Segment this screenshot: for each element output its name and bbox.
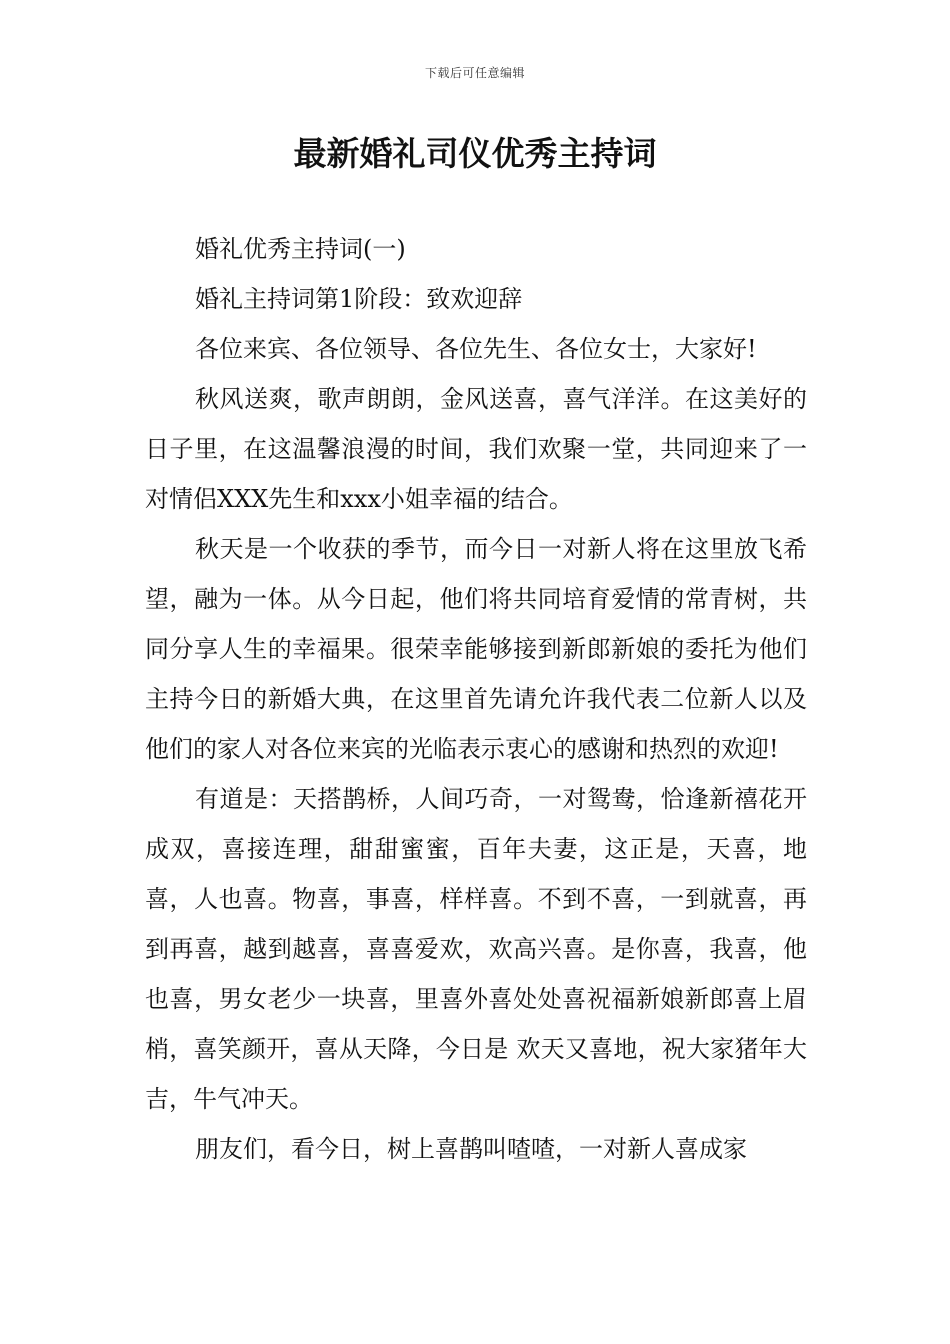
stage-heading: 婚礼主持词第1阶段：致欢迎辞 [195,285,523,313]
body-paragraph: 朋友们，看今日，树上喜鹊叫喳喳，一对新人喜成家 [195,1135,747,1163]
body-paragraph: 有道是：天搭鹊桥，人间巧奇，一对鸳鸯，恰逢新禧花开成双，喜接连理，甜甜蜜蜜，百年夫妻，这正是，天喜，地喜，人也喜。物喜，事喜，样样喜。不到不喜，一到就喜，再到再喜，越到越喜，喜喜爱欢，欢高兴喜。是你喜，我喜，他也喜，男女老少一块喜，里喜外喜处处喜祝福新娘新郎喜上眉梢，喜笑颜开，喜从天降，今日是 欢天又喜地，祝大家猪年大吉，牛气冲天。 [145,785,807,1113]
body-paragraph: 秋天是一个收获的季节，而今日一对新人将在这里放飞希望，融为一体。从今日起，他们将共同培育爱情的常青树，共同分享人生的幸福果。很荣幸能够接到新郎新娘的委托为他们主持今日的新婚大典，在这里首先请允许我代表二位新人以及他们的家人对各位来宾的光临表示衷心的感谢和热烈的欢迎! [145,535,807,763]
greeting-paragraph: 各位来宾、各位领导、各位先生、各位女士，大家好! [195,335,757,363]
body-paragraph: 秋风送爽，歌声朗朗，金风送喜，喜气洋洋。在这美好的日子里，在这温馨浪漫的时间，我们欢聚一堂，共同迎来了一对情侣XXX先生和xxx小姐幸福的结合。 [145,385,807,513]
document-title: 最新婚礼司仪优秀主持词 [293,134,657,173]
section-heading: 婚礼优秀主持词(一) [195,235,406,263]
header-note: 下载后可任意编辑 [424,66,525,80]
document-body [145,224,807,1174]
